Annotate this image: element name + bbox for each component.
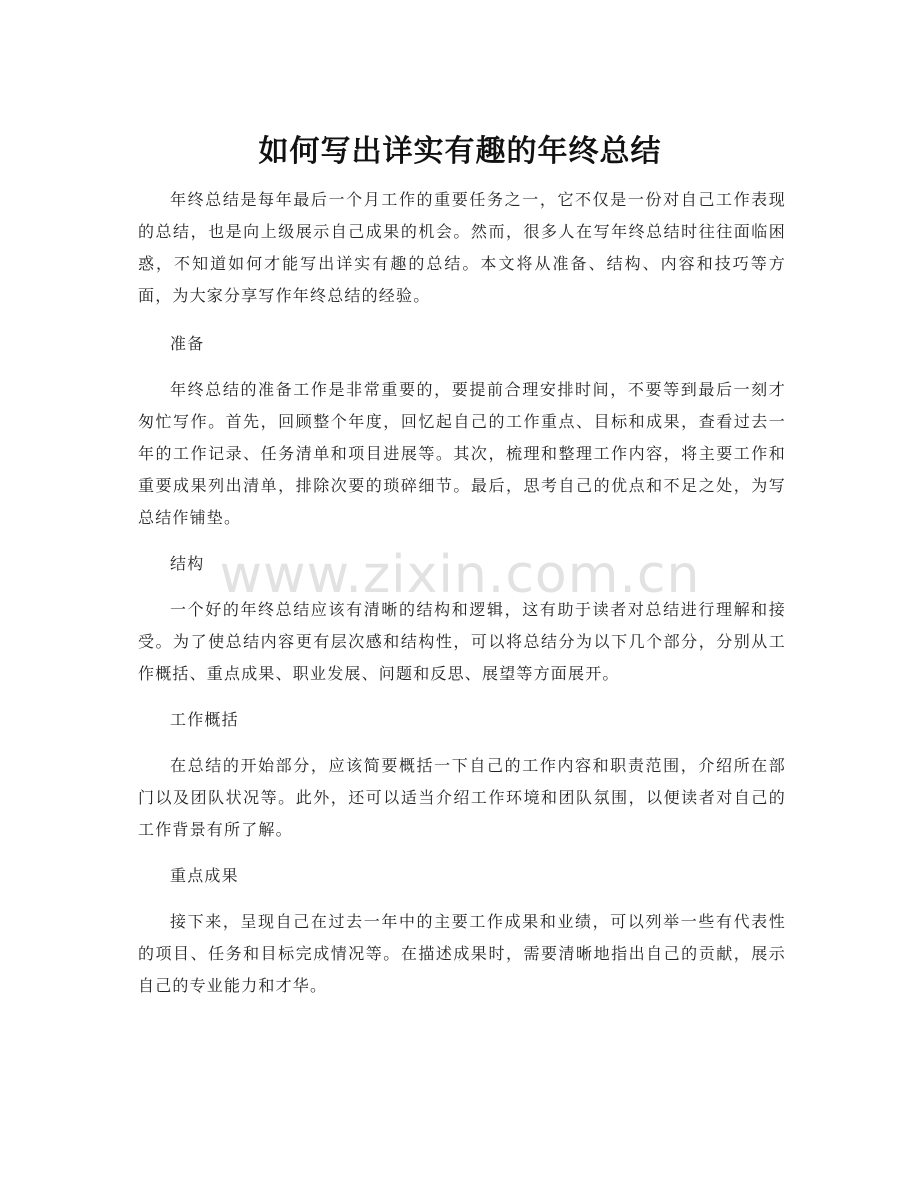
intro-paragraph: 年终总结是每年最后一个月工作的重要任务之一，它不仅是一份对自己工作表现的总结，也是向上级展示自己成果的机会。然而，很多人在写年终总结时往往面临困惑，不知道如何才能写出详实有趣的总结。本文将从准备、结构、内容和技巧等方面，为大家分享写作年终总结的经验。 — [138, 190, 786, 305]
section-body-structure: 一个好的年终总结应该有清晰的结构和逻辑，这有助于读者对总结进行理解和接受。为了使总结内容更有层次感和结构性，可以将总结分为以下几个部分，分别从工作概括、重点成果、职业发展、问题和反思、展望等方面展开。 — [138, 600, 786, 683]
watermark: www.zixin.com.cn — [219, 545, 701, 605]
document-body — [138, 184, 786, 1002]
section-body-key-results: 接下来，呈现自己在过去一年中的主要工作成果和业绩，可以列举一些有代表性的项目、任务和目标完成情况等。在描述成果时，需要清晰地指出自己的贡献，展示自己的专业能力和才华。 — [138, 912, 786, 995]
section-heading-preparation: 准备 — [170, 334, 205, 353]
section-body-work-overview: 在总结的开始部分，应该简要概括一下自己的工作内容和职责范围，介绍所在部门以及团队状况等。此外，还可以适当介绍工作环境和团队氛围，以便读者对自己的工作背景有所了解。 — [138, 756, 786, 839]
section-heading-work-overview: 工作概括 — [170, 710, 239, 729]
page-title: 如何写出详实有趣的年终总结 — [258, 134, 662, 170]
section-heading-key-results: 重点成果 — [170, 866, 239, 885]
section-body-preparation: 年终总结的准备工作是非常重要的，要提前合理安排时间，不要等到最后一刻才匆忙写作。首先，回顾整个年度，回忆起自己的工作重点、目标和成果，查看过去一年的工作记录、任务清单和项目进展等。其次，梳理和整理工作内容，将主要工作和重要成果列出清单，排除次要的琐碎细节。最后，思考自己的优点和不足之处，为写总结作铺垫。 — [138, 380, 786, 527]
section-heading-structure: 结构 — [170, 554, 205, 573]
